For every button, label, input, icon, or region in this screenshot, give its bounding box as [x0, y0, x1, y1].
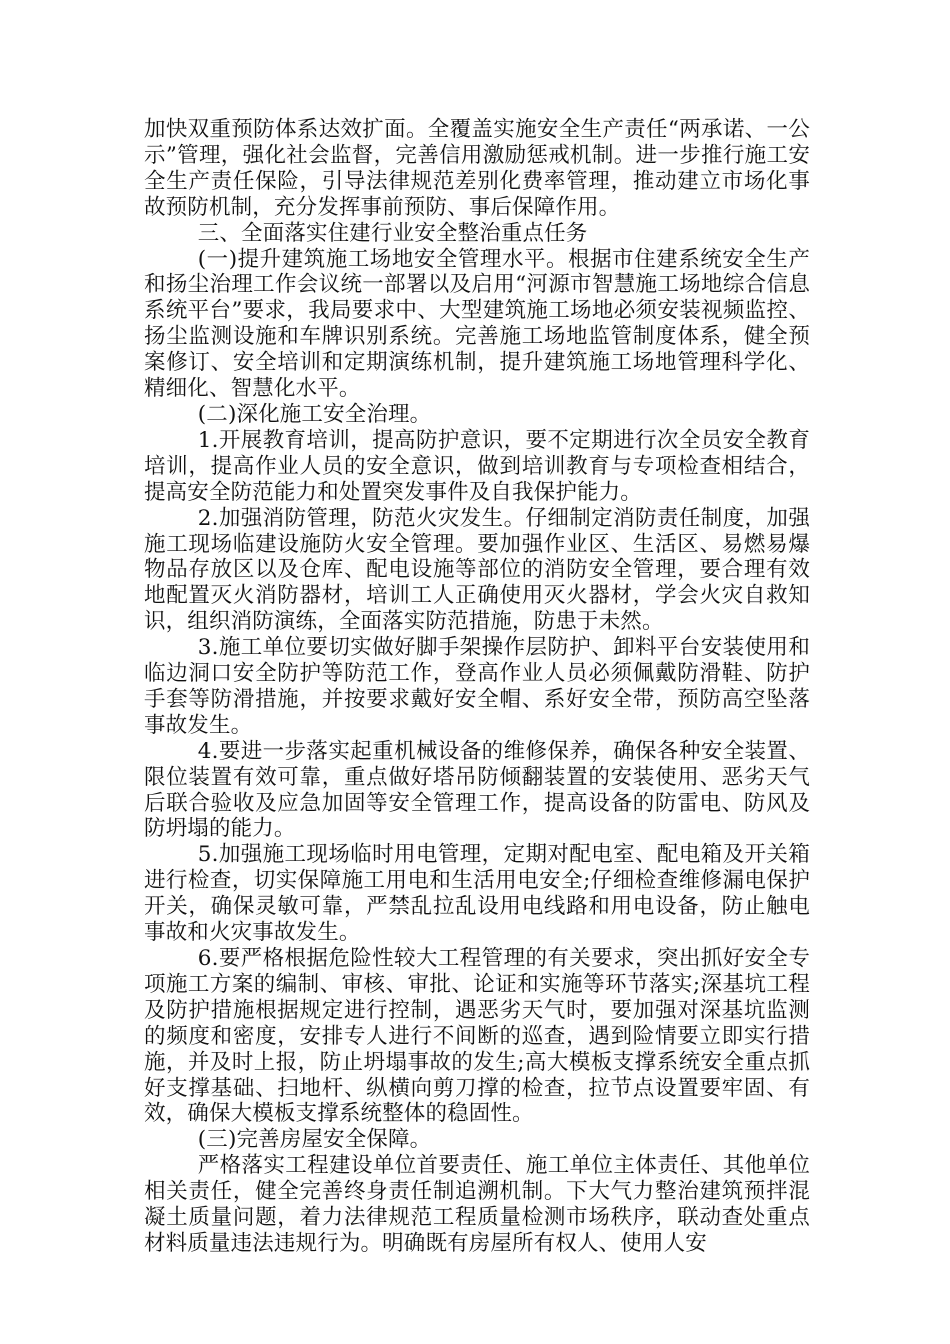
paragraph-point-1: 1.开展教育培训，提高防护意识，要不定期进行次全员安全教育培训，提高作业人员的安全意识，做到培训教育与专项检查相结合，提高安全防范能力和处置突发事件及自我保护能力。 [144, 427, 810, 505]
paragraph-item-1: (一)提升建筑施工场地安全管理水平。根据市住建系统安全生产和扬尘治理工作会议统一部署以及启用“河源市智慧施工场地综合信息系统平台”要求，我局要求中、大型建筑施工场地必须安装视频监控、扬尘监测设施和车牌识别系统。完善施工场地监管制度体系，健全预案修订、安全培训和定期演练机制，提升建筑施工场地管理科学化、精细化、智慧化水平。 [144, 246, 810, 402]
section-heading-3: 三、全面落实住建行业安全整治重点任务 [197, 220, 588, 246]
paragraph-housing-safety: 严格落实工程建设单位首要责任、施工单位主体责任、其他单位相关责任，健全完善终身责任制追溯机制。下大气力整治建筑预拌混凝土质量问题，着力法律规范工程质量检测市场秩序，联动查处重点材料质量违法违规行为。明确既有房屋所有权人、使用人安 [144, 1153, 810, 1256]
paragraph-point-5: 5.加强施工现场临时用电管理，定期对配电室、配电箱及开关箱进行检查，切实保障施工用电和生活用电安全;仔细检查维修漏电保护开关，确保灵敏可靠，严禁乱拉乱设用电线路和用电设备，防止触电事故和火灾事故发生。 [144, 842, 810, 946]
paragraph-point-3: 3.施工单位要切实做好脚手架操作层防护、卸料平台安装使用和临边洞口安全防护等防范工作，登高作业人员必须佩戴防滑鞋、防护手套等防滑措施，并按要求戴好安全帽、系好安全带，预防高空坠落事故发生。 [144, 635, 810, 738]
subheading-item-3: (三)完善房屋安全保障。 [197, 1127, 432, 1153]
paragraph-point-6: 6.要严格根据危险性较大工程管理的有关要求，突出抓好安全专项施工方案的编制、审核、审批、论证和实施等环节落实;深基坑工程及防护措施根据规定进行控制，遇恶劣天气时，要加强对深基坑监测的频度和密度，安排专人进行不间断的巡查，遇到险情要立即实行措施，并及时上报，防止坍塌事故的发生;高大模板支撑系统安全重点抓好支撑基础、扫地杆、纵横向剪刀撑的检查，拉节点设置要牢固、有效，确保大模板支撑系统整体的稳固性。 [144, 946, 810, 1127]
paragraph-point-2: 2.加强消防管理，防范火灾发生。仔细制定消防责任制度，加强施工现场临建设施防火安全管理。要加强作业区、生活区、易燃易爆物品存放区以及仓库、配电设施等部位的消防安全管理，要合理有效地配置灭火消防器材，培训工人正确使用灭火器材，学会火灾自救知识，组织消防演练，全面落实防范措施，防患于未然。 [144, 505, 810, 635]
paragraph-intro: 加快双重预防体系达效扩面。全覆盖实施安全生产责任“两承诺、一公示”管理，强化社会监督，完善信用激励惩戒机制。进一步推行施工安全生产责任保险，引导法律规范差别化费率管理，推动建立市场化事故预防机制，充分发挥事前预防、事后保障作用。 [144, 117, 810, 220]
paragraph-point-4: 4.要进一步落实起重机械设备的维修保养，确保各种安全装置、限位装置有效可靠，重点做好塔吊防倾翻装置的安装使用、恶劣天气后联合验收及应急加固等安全管理工作，提高设备的防雷电、防风及防坍塌的能力。 [144, 738, 810, 842]
subheading-item-2: (二)深化施工安全治理。 [197, 401, 432, 427]
document-page [144, 117, 810, 1257]
